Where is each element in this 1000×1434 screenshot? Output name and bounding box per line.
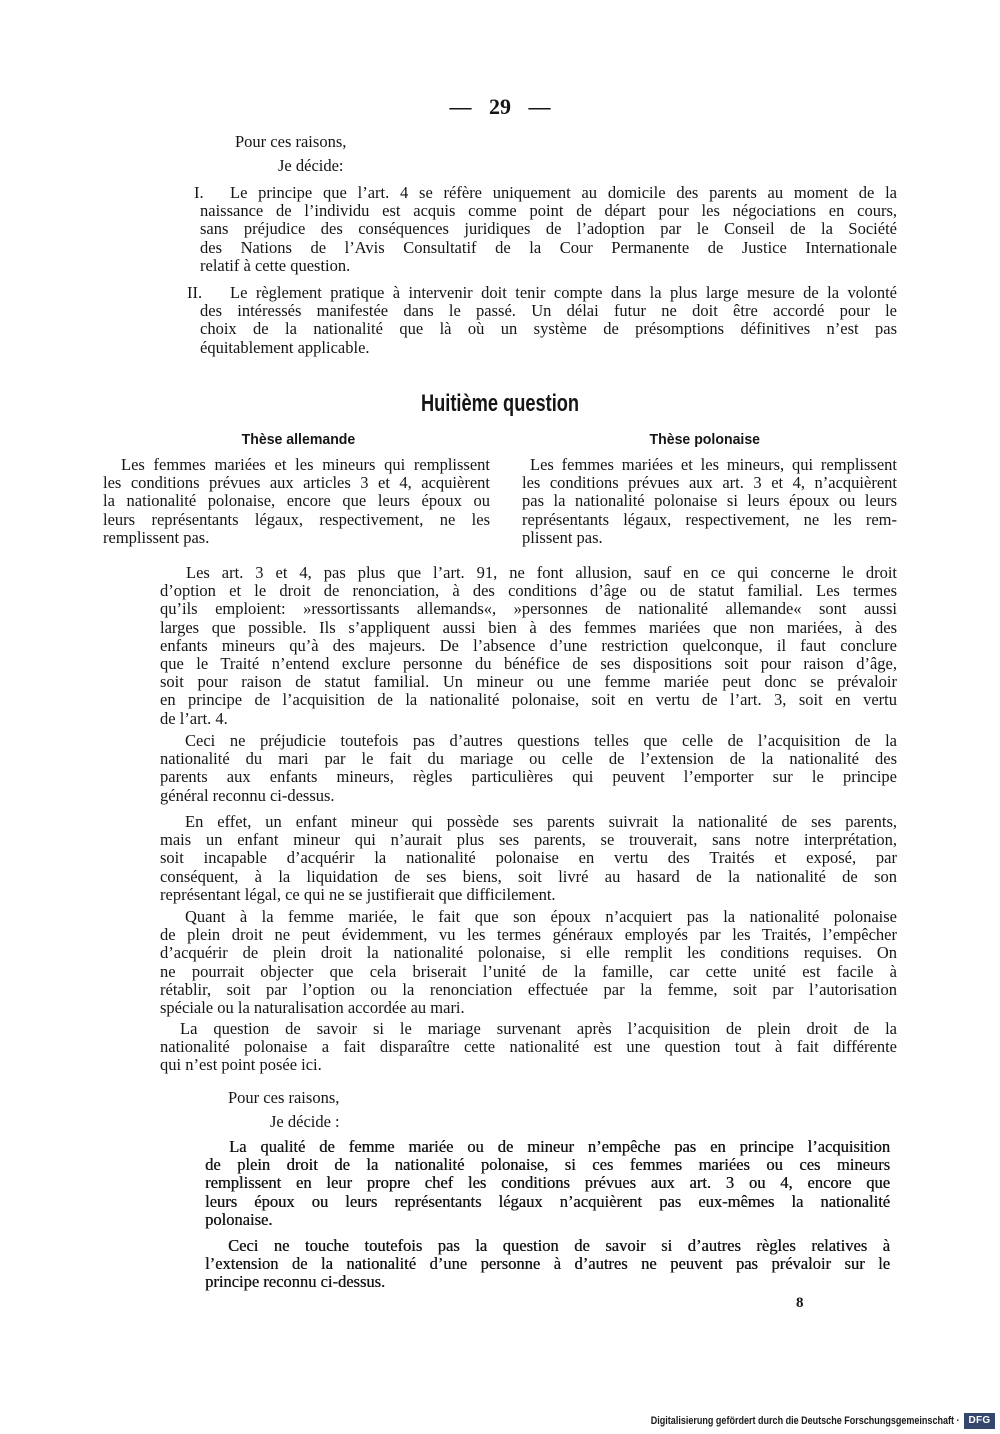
reasons-heading: Pour ces raisons, bbox=[228, 1088, 340, 1107]
text-line: nationalité polonaise a fait disparaître cette nationalité est une question tout à fait différente bbox=[160, 1037, 897, 1057]
text-line: conséquent, à la liquidation de ses biens, soit livré au hasard de la nationalité de son bbox=[160, 866, 897, 886]
text-line: qu’ils emploient: »ressortissants allemands«, »personnes de nationalité allemande« sont aussi bbox=[160, 599, 897, 619]
decision-heading: Je décide: bbox=[278, 156, 344, 175]
discussion-paragraph-4 bbox=[160, 908, 897, 1017]
text-line: leurs représentants légaux, respectivement, ne les bbox=[103, 509, 490, 529]
text-line: la nationalité polonaise, encore que leurs époux ou bbox=[103, 491, 490, 511]
text-line: Ceci ne touche toutefois pas la question de savoir si d’autres règles relatives à bbox=[228, 1236, 890, 1255]
thesis-title-polish bbox=[605, 431, 805, 449]
text-line: mais un enfant mineur qui n’aurait plus ses parents, se trouverait, sans notre interprétation, bbox=[160, 830, 897, 850]
discussion-paragraph-5 bbox=[160, 1020, 897, 1075]
text-line: soit pour raison de statut familial. Un mineur ou une femme mariée peut donc se prévaloir bbox=[160, 672, 897, 692]
text-line: représentants légaux, respectivement, ne les rem- bbox=[522, 509, 897, 529]
text-line: larges que possible. Ils s’appliquent aussi bien à des femmes mariées que non mariées, à des bbox=[160, 617, 897, 637]
item-numeral: II. bbox=[187, 283, 203, 302]
text-line: les conditions prévues aux art. 3 et 4, n’acquièrent bbox=[522, 473, 897, 493]
text-line: soit incapable d’acquérir la nationalité polonaise en vertu des Traités et exposé, par bbox=[160, 848, 897, 868]
text-line: polonaise. bbox=[205, 1209, 273, 1229]
section-title-text: Huitième question bbox=[420, 390, 580, 417]
text-line: naissance de l’individu est acquis comme point de départ pour les négociations en cours, bbox=[200, 201, 897, 221]
text-line: spéciale ou la naturalisation accordée au mari. bbox=[160, 998, 465, 1018]
text-line: Les art. 3 et 4, pas plus que l’art. 91, ne font allusion, sauf en ce qui concerne le droit bbox=[186, 563, 897, 582]
text-line: pas la nationalité polonaise si leurs époux ou leurs bbox=[522, 491, 897, 511]
decision-paragraph-2 bbox=[205, 1237, 890, 1292]
text-line: d’option et le droit de renonciation, à des conditions d’âge ou de statut familial. Les termes bbox=[160, 581, 897, 601]
page-number: — 29 — bbox=[449, 94, 551, 119]
text-line: choix de la nationalité que là où un système de présomptions définitives n’est pas bbox=[200, 319, 897, 339]
text-line: sans préjudice des conséquences juridiques de l’adoption par le Conseil de la Société bbox=[200, 219, 897, 239]
text-line: parents aux enfants mineurs, règles particulières qui peuvent l’emporter sur le principe bbox=[160, 767, 897, 787]
text-line: ne pourrait objecter que cela briserait l’unité de la famille, car cette unité est facile à bbox=[160, 961, 897, 981]
section-title bbox=[0, 390, 1000, 418]
text-line: Les femmes mariées et les mineurs qui remplissent bbox=[121, 455, 490, 474]
text-line: général reconnu ci-dessus. bbox=[160, 785, 335, 805]
text-line: les conditions prévues aux articles 3 et 4, acquièrent bbox=[103, 473, 490, 493]
decision-paragraph-1 bbox=[205, 1138, 890, 1229]
text-line: Les femmes mariées et les mineurs, qui remplissent bbox=[530, 455, 897, 474]
footer-credit: Digitalisierung gefördert durch die Deutsche Forschungsgemeinschaft · bbox=[651, 1415, 960, 1427]
item-numeral: I. bbox=[194, 183, 204, 202]
text-line: des Nations de l’Avis Consultatif de la Cour Permanente de Justice Internationale bbox=[200, 237, 897, 257]
discussion-paragraph-3 bbox=[160, 813, 897, 904]
signature-mark: 8 bbox=[796, 1295, 804, 1311]
thesis-text-german bbox=[103, 456, 490, 547]
text-line: En effet, un enfant mineur qui possède ses parents suivrait la nationalité de ses parents, bbox=[185, 812, 897, 831]
text-line: que le Traité n’entend exclure personne du bénéfice de ses dispositions soit pour raison d’âge, bbox=[160, 654, 897, 674]
decision-heading: Je décide : bbox=[270, 1112, 340, 1131]
text-line: relatif à cette question. bbox=[200, 255, 351, 275]
text-line: Le règlement pratique à intervenir doit tenir compte dans la plus large mesure de la volonté bbox=[230, 283, 897, 302]
text-line: qui n’est point posée ici. bbox=[160, 1055, 322, 1075]
text-line: remplissent pas. bbox=[103, 527, 210, 547]
text-line: remplissent en leur propre chef les conditions prévues aux art. 3 ou 4, encore que bbox=[205, 1173, 890, 1193]
thesis-title-german bbox=[198, 431, 398, 449]
text-line: Quant à la femme mariée, le fait que son époux n’acquiert pas la nationalité polonaise bbox=[185, 907, 897, 926]
thesis-title-text: Thèse polonaise bbox=[649, 431, 761, 448]
decision-item-1 bbox=[194, 183, 897, 275]
text-line: en principe de l’acquisition de la nationalité polonaise, soit en vertu de l’art. 3, soit en vertu bbox=[160, 690, 897, 710]
text-line: d’acquérir de plein droit la nationalité polonaise, si elle remplit les conditions requises. On bbox=[160, 943, 897, 963]
text-line: nationalité du mari par le fait du mariage ou celle de l’extension de la nationalité des bbox=[160, 749, 897, 769]
discussion-paragraph-2 bbox=[160, 732, 897, 805]
text-line: Le principe que l’art. 4 se réfère uniquement au domicile des parents au moment de la bbox=[230, 183, 897, 202]
thesis-title-text: Thèse allemande bbox=[241, 431, 355, 448]
text-line: de plein droit de la nationalité polonaise, si ces femmes mariées ou ces mineurs bbox=[205, 1155, 890, 1175]
text-line: de l’art. 4. bbox=[160, 708, 228, 728]
discussion-paragraph-1 bbox=[160, 564, 897, 728]
text-line: représentant légal, ce qui ne se justifierait que difficilement. bbox=[160, 884, 556, 904]
text-line: l’extension de la nationalité d’une personne à d’autres ne peuvent pas prévaloir sur le bbox=[205, 1254, 890, 1274]
text-line: des intéressés manifestée dans le passé. Un délai futur ne doit être accordé pour le bbox=[200, 301, 897, 321]
text-line: leurs époux ou leurs représentants légaux n’acquièrent pas eux-mêmes la nationalité bbox=[205, 1191, 890, 1211]
text-line: équitablement applicable. bbox=[200, 337, 370, 357]
text-line: enfants mineurs qu’à des majeurs. De l’absence d’une restriction quelconque, il faut conclure bbox=[160, 635, 897, 655]
text-line: principe reconnu ci-dessus. bbox=[205, 1272, 386, 1292]
text-line: plissent pas. bbox=[522, 527, 603, 547]
reasons-heading: Pour ces raisons, bbox=[235, 132, 347, 151]
decision-item-2 bbox=[187, 283, 897, 357]
thesis-text-polish bbox=[522, 456, 897, 547]
text-line: de plein droit ne peut évidemment, vu les termes généraux employés par les Traités, l’empêcher bbox=[160, 925, 897, 945]
text-line: La qualité de femme mariée ou de mineur n’empêche pas en principe l’acquisition bbox=[229, 1137, 890, 1156]
text-line: La question de savoir si le mariage survenant après l’acquisition de plein droit de la bbox=[180, 1019, 897, 1038]
text-line: rétablir, soit par l’option ou la renonciation effectuée par la femme, soit par l’autorisation bbox=[160, 979, 897, 999]
dfg-logo: DFG bbox=[964, 1413, 995, 1429]
text-line: Ceci ne préjudicie toutefois pas d’autres questions telles que celle de l’acquisition de la bbox=[185, 731, 897, 750]
